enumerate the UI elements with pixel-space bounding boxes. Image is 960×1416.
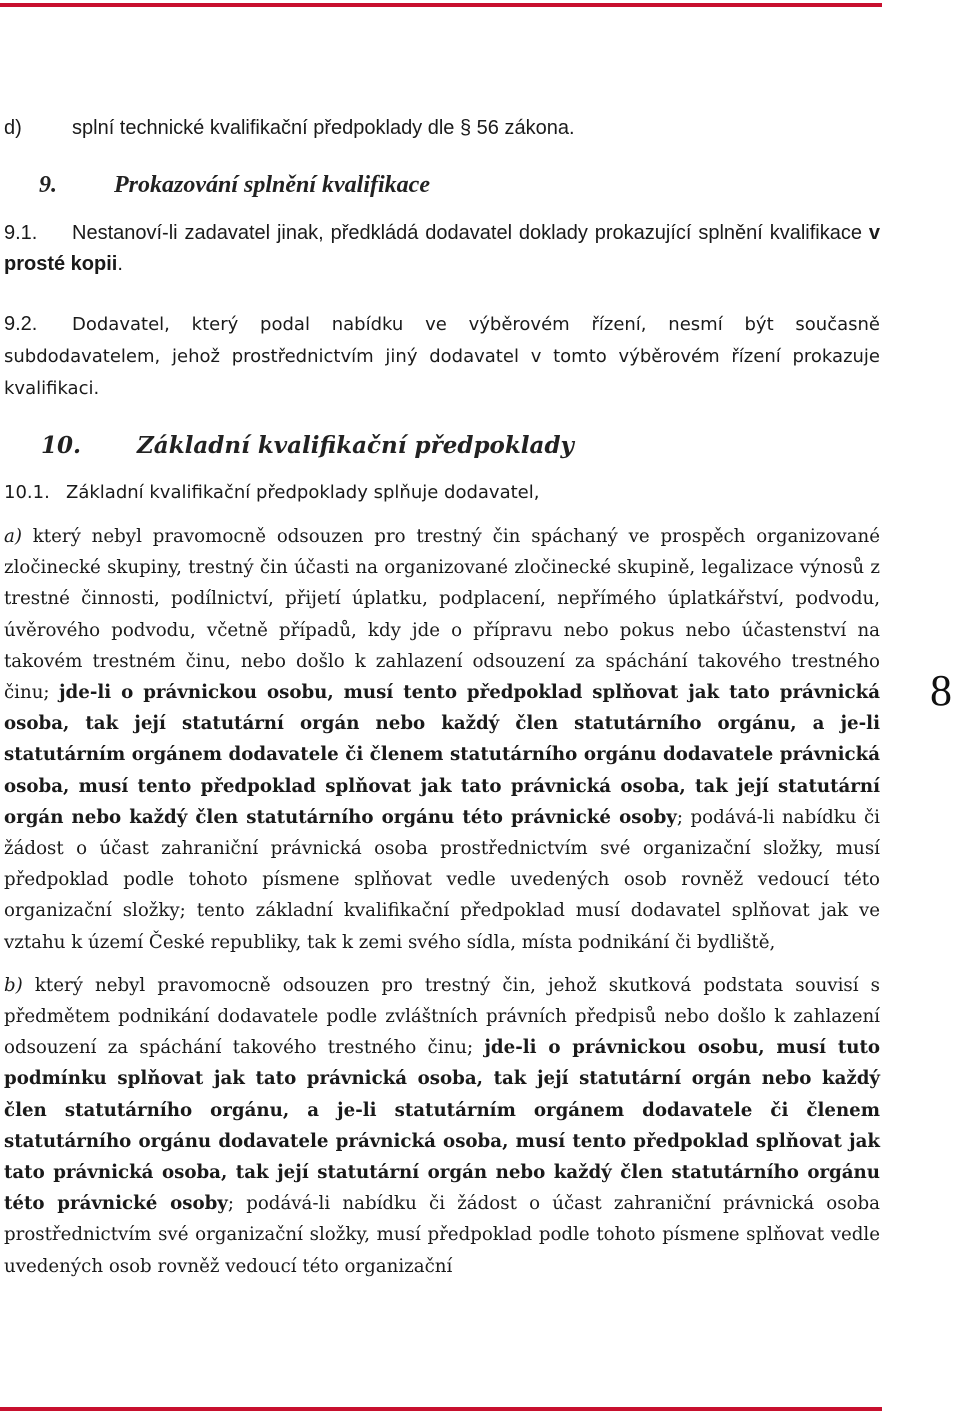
paragraph-end: .: [117, 253, 123, 275]
document-body: [4, 112, 880, 1282]
paragraph-bold-text: jde-li o právnickou osobu, musí tento předpoklad splňovat jak tato právnická osoba, tak její statutární orgán nebo každý člen statutárního orgánu, a je-li statutárním orgánem dodavatele či členem statutárního orgánu dodavatele právnická osoba, musí tento předpoklad splňovat jak tato právnická osoba, tak její statutární orgán nebo každý člen statutárního orgánu této právnické osoby: [4, 682, 880, 828]
footer-rule: [0, 1407, 882, 1411]
paragraph-number: 9.2.: [4, 313, 38, 335]
paragraph-text: který nebyl pravomocně odsouzen pro trestný čin, jehož skutková podstata souvisí s předmětem podnikání dodavatele podle zvláštních právních předpisů nebo došlo k zahlazení odsouzení za spáchání takového trestného činu;: [4, 974, 880, 1059]
header-rule: [0, 3, 882, 7]
paragraph-number: 9.1.: [4, 222, 38, 244]
paragraph-bold-text: jde-li o právnickou osobu, musí tuto podmínku splňovat jak tato právnická osoba, tak její statutární orgán nebo každý člen statutárního orgánu, a je-li statutárním orgánem dodavatele či členem statutárního orgánu dodavatele právnická osoba, musí tento předpoklad splňovat jak tato právnická osoba, tak její statutární orgán nebo každý člen statutárního orgánu této právnické osoby: [4, 1037, 880, 1215]
page-number: 8: [930, 666, 952, 715]
list-item-text: splní technické kvalifikační předpoklady dle § 56 zákona.: [72, 117, 575, 139]
paragraph-9-1: [4, 218, 880, 280]
paragraph-10-1: [4, 477, 880, 509]
paragraph-label: a): [4, 526, 22, 547]
section-number: 10.: [41, 432, 82, 459]
paragraph-label: b): [4, 974, 23, 996]
paragraph-9-2: [4, 308, 880, 405]
section-number: 9.: [39, 172, 57, 198]
paragraph-text: který nebyl pravomocně odsouzen pro trestný čin spáchaný ve prospěch organizované zločinecké skupiny, trestný čin účasti na organizované zločinecké skupině, legalizace výnosů z trestné činnosti, podílnictví, přijetí úplatku, podplacení, nepřímého úplatkářství, podvodu, úvěrového podvodu, včetně případů, kdy jde o přípravu nebo pokus nebo účastenství na takovém trestném činu, nebo došlo k zahlazení odsouzení za spáchání takového trestného činu;: [4, 526, 880, 704]
section-title: Základní kvalifikační předpoklady: [137, 432, 574, 459]
list-item-label: d): [4, 117, 22, 139]
paragraph-a: [4, 521, 880, 958]
paragraph-number: 10.1.: [4, 482, 50, 503]
section-title: Prokazování splnění kvalifikace: [114, 172, 430, 198]
list-item-d: [4, 112, 880, 144]
section-9-heading: [39, 168, 880, 202]
paragraph-text-end: ; podává-li nabídku či žádost o účast zahraniční právnická osoba prostřednictvím své organizační složky, musí předpoklad podle tohoto písmene splňovat vedle uvedených osob rovněž vedoucí této organizační složky; tento základní kvalifikační předpoklad musí dodavatel splňovat jak ve vztahu k území České republiky, tak k zemi svého sídla, místa podnikání či bydliště,: [4, 806, 880, 953]
paragraph-text-end: ; podává-li nabídku či žádost o účast zahraniční právnická osoba prostřednictvím své organizační složky, musí předpoklad podle tohoto písmene splňovat vedle uvedených osob rovněž vedoucí této organizační: [4, 1193, 880, 1277]
paragraph-text: Nestanoví-li zadavatel jinak, předkládá dodavatel doklady prokazující splnění kvalifikace: [72, 222, 869, 244]
paragraph-text: Základní kvalifikační předpoklady splňuje dodavatel,: [66, 482, 540, 503]
paragraph-bold-text: v prosté kopii: [4, 222, 880, 275]
paragraph-text: Dodavatel, který podal nabídku ve výběrovém řízení, nesmí být současně subdodavatelem, jehož prostřednictvím jiný dodavatel v tomto výběrovém řízení prokazuje kvalifikaci.: [4, 314, 880, 399]
section-10-heading: [41, 427, 880, 465]
paragraph-b: [4, 970, 880, 1282]
